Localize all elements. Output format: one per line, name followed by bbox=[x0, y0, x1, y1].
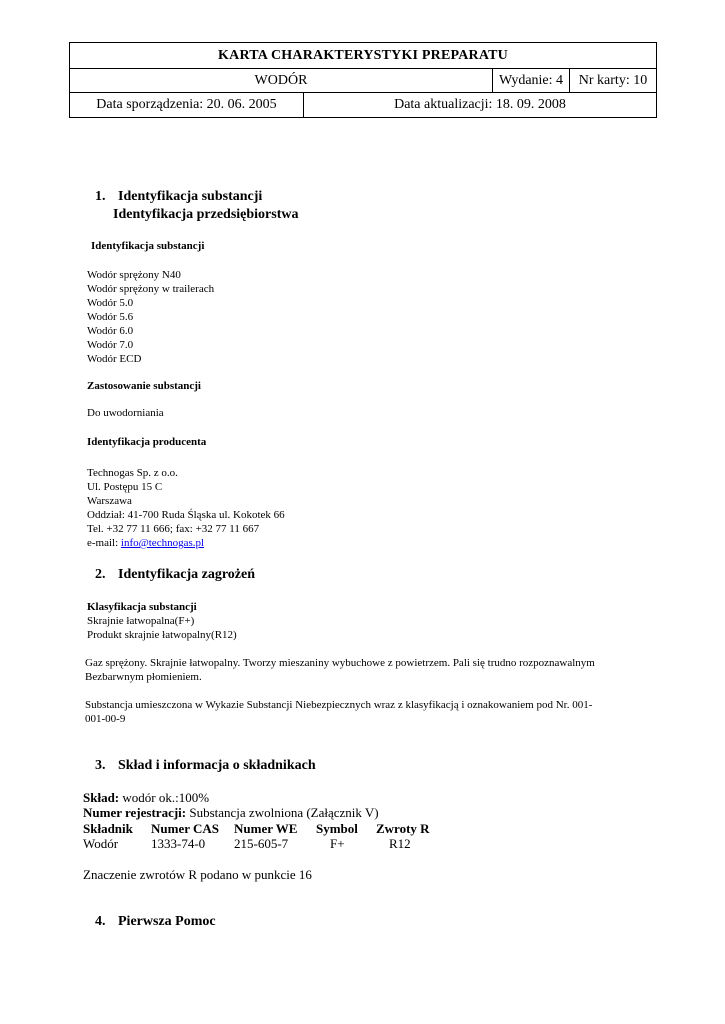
table-cell-cas: 1333-74-0 bbox=[151, 836, 206, 851]
list-item: Wodór sprężony N40 bbox=[87, 269, 181, 281]
list-item: Wodór 5.6 bbox=[87, 311, 134, 323]
email-prefix: e-mail: bbox=[87, 537, 121, 549]
composition-label: Skład: bbox=[83, 790, 120, 805]
email-link[interactable]: info@technogas.pl bbox=[120, 537, 205, 549]
paragraph-line: Bezbarwnym płomieniem. bbox=[85, 671, 202, 683]
list-item: Wodór 6.0 bbox=[87, 325, 134, 337]
section1-heading-line2: Identyfikacja przedsiębiorstwa bbox=[113, 207, 299, 222]
usage-label: Zastosowanie substancji bbox=[87, 380, 201, 392]
section4-number: 4. bbox=[95, 914, 106, 929]
header-table bbox=[69, 42, 657, 118]
substance-id-label: Identyfikacja substancji bbox=[91, 240, 205, 252]
classification-label: Klasyfikacja substancji bbox=[87, 601, 197, 613]
usage-value: Do uwodorniania bbox=[87, 407, 164, 419]
classification-block bbox=[87, 600, 237, 642]
table-cell-r-phrases: R12 bbox=[389, 836, 411, 851]
address-line: Tel. +32 77 11 666; fax: +32 77 11 667 bbox=[87, 523, 260, 535]
registration-value: Substancja zwolniona (Załącznik V) bbox=[186, 805, 379, 820]
updated-date: Data aktualizacji: 18. 09. 2008 bbox=[303, 93, 656, 117]
hazard-paragraph bbox=[85, 656, 595, 684]
product-name: WODÓR bbox=[254, 72, 308, 88]
table-cell-symbol: F+ bbox=[330, 836, 345, 851]
composition-value: wodór ok.:100% bbox=[119, 790, 210, 805]
header-title-row bbox=[70, 43, 656, 68]
table-cell-we: 215-605-7 bbox=[234, 836, 289, 851]
list-item: Wodór 5.0 bbox=[87, 297, 134, 309]
document-title: KARTA CHARAKTERYSTYKI PREPARATU bbox=[218, 47, 508, 63]
header-dates-row bbox=[70, 92, 656, 117]
producer-address bbox=[87, 466, 285, 550]
r-phrases-note: Znaczenie zwrotów R podano w punkcie 16 bbox=[83, 867, 312, 882]
section2-heading: Identyfikacja zagrożeń bbox=[118, 567, 255, 582]
paragraph-line: 001-00-9 bbox=[85, 713, 126, 725]
section1-number: 1. bbox=[95, 189, 106, 204]
address-line: Ul. Postępu 15 C bbox=[87, 481, 163, 493]
list-item: Wodór ECD bbox=[87, 353, 142, 365]
paragraph-line: Gaz sprężony. Skrajnie łatwopalny. Tworzy mieszaniny wybuchowe z powietrzem. Pali się trudno rozpoznawalnym bbox=[85, 657, 595, 669]
email-line bbox=[87, 536, 285, 550]
paragraph-line: Substancja umieszczona w Wykazie Substancji Niebezpiecznych wraz z klasyfikacją i oznakowaniem pod Nr. 001- bbox=[85, 699, 593, 711]
table-header-r-phrases: Zwroty R bbox=[376, 821, 430, 836]
table-header-component: Składnik bbox=[83, 821, 133, 836]
address-line: Oddział: 41-700 Ruda Śląska ul. Kokotek 66 bbox=[87, 509, 285, 521]
section4-heading: Pierwsza Pomoc bbox=[118, 914, 216, 929]
created-date: Data sporządzenia: 20. 06. 2005 bbox=[96, 97, 277, 112]
classification-item: Skrajnie łatwopalna(F+) bbox=[87, 615, 195, 627]
table-header-symbol: Symbol bbox=[316, 821, 358, 836]
table-cell-component: Wodór bbox=[83, 836, 119, 851]
product-list bbox=[87, 268, 214, 366]
composition-line bbox=[83, 790, 209, 805]
table-header-we: Numer WE bbox=[234, 821, 298, 836]
address-line: Warszawa bbox=[87, 495, 132, 507]
section2-number: 2. bbox=[95, 567, 106, 582]
registration-label: Numer rejestracji: bbox=[83, 805, 187, 820]
list-item: Wodór sprężony w trailerach bbox=[87, 283, 215, 295]
section3-number: 3. bbox=[95, 758, 106, 773]
registry-paragraph bbox=[85, 698, 592, 726]
list-item: Wodór 7.0 bbox=[87, 339, 134, 351]
card-number: Nr karty: 10 bbox=[569, 69, 656, 92]
section1-heading-line1: Identyfikacja substancji bbox=[118, 189, 263, 204]
registration-line bbox=[83, 805, 379, 820]
section3-heading: Skład i informacja o składnikach bbox=[118, 758, 316, 773]
table-header-cas: Numer CAS bbox=[151, 821, 220, 836]
edition-label: Wydanie: 4 bbox=[492, 69, 569, 92]
header-product-row bbox=[70, 68, 656, 92]
producer-label: Identyfikacja producenta bbox=[87, 436, 207, 448]
address-line: Technogas Sp. z o.o. bbox=[87, 467, 178, 479]
classification-item: Produkt skrajnie łatwopalny(R12) bbox=[87, 629, 237, 641]
